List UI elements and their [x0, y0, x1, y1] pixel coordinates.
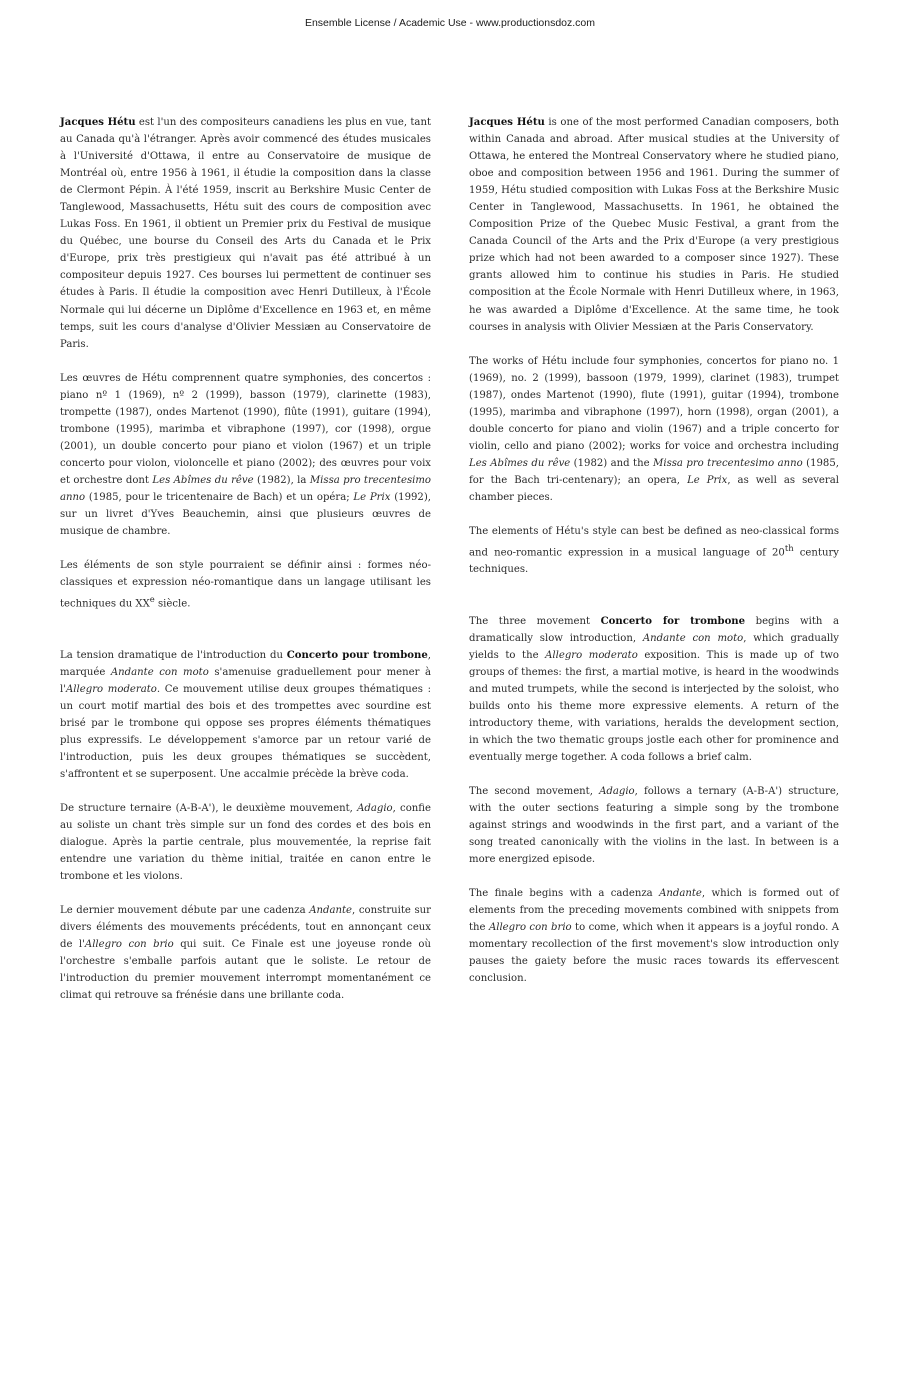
french-paragraph-biography: Jacques Hétu est l'un des compositeurs canadiens les plus en vue, tant au Canada qu'à l'étranger. Après avoir commencé des études musicales à l'Université d'Ottawa, il entre au Conservatoire de musique de Montréal où, entre 1956 à 1961, il étudie la composition dans la classe de Clermont Pépin. À l'été 1959, inscrit au Berkshire Music Center de Tanglewood, Massachusetts, Hétu suit des cours de composition avec Lukas Foss. En 1961, il obtient un Premier prix du Festival de musique du Québec, une bourse du Conseil des Arts du Canada et le Prix d'Europe, prix très prestigieux qui n'avait pas été attribué à un compositeur depuis 1927. Ces bourses lui permettent de continuer ses études à Paris. Il étudie la composition avec Henri Dutilleux, à l'École Normale qui lui décerne un Diplôme d'Excellence en 1963 et, en même temps, suit les cours d'analyse d'Olivier Messiæn au Conservatoire de Paris.	[60, 117, 432, 350]
french-paragraph-first-movement: La tension dramatique de l'introduction du Concerto pour trombone, marquée Andante con moto s'amenuise graduellement pour mener à l'Allegro moderato. Ce mouvement utilise deux groupes thématiques : un court motif martial des bois et des trompettes avec sourdine est brisé par le trombone qui oppose ses propres éléments thématiques plus expressifs. Le développement s'amorce par un retour varié de l'introduction, puis les deux groupes thématiques se succèdent, s'affrontent et se superposent. Une accalmie précède la brève coda.	[60, 649, 431, 780]
license-header: Ensemble License / Academic Use - www.productionsdoz.com	[304, 17, 596, 29]
composer-name: Jacques Hétu	[469, 117, 545, 128]
english-paragraph-biography: Jacques Hétu is one of the most performed Canadian composers, both within Canada and abroad. After musical studies at the University of Ottawa, he entered the Montreal Conservatory where he studied piano, oboe and composition between 1956 and 1961. During the summer of 1959, Hétu studied composition with Lukas Foss at the Berkshire Music Center in Tanglewood, Massachusetts. In 1961, he obtained the Composition Prize of the Quebec Music Festival, a grant from the Canada Council of the Arts and the Prix d'Europe (a very prestigious prize which had not been awarded to a composer since 1927). These grants allowed him to continue his studies in Paris. He studied composition at the École Normale with Henri Dutilleux where, in 1963, he was awarded a Diplôme d'Excellence. At the same time, he took courses in analysis with Olivier Messiæn at the Paris Conservatory.	[469, 117, 840, 333]
french-paragraph-works: Les œuvres de Hétu comprennent quatre symphonies, des concertos : piano nº 1 (1969), nº 2 (1999), basson (1979), clarinette (1983), trompette (1987), ondes Martenot (1990), flûte (1991), guitare (1994), trombone (1995), marimba et vibraphone (1997), cor (1998), orgue (2001), un double concerto pour piano et violon (1967) et un triple concerto pour violon, violoncelle et piano (2002); des œuvres pour voix et orchestre dont Les Abîmes du rêve (1982), la Missa pro trecentesimo anno (1985, pour le tricentenaire de Bach) et un opéra; Le Prix (1992), sur un livret d'Yves Beauchemin, ainsi que plusieurs œuvres de musique de chambre.	[60, 372, 431, 538]
french-paragraph-style: Les éléments de son style pourraient se définir ainsi : formes néo-classiques et expression néo-romantique dans un langage utilisant les techniques du XXe siècle.	[60, 560, 431, 610]
concerto-title: Concerto pour trombone	[286, 649, 428, 661]
concerto-title: Concerto for trombone	[600, 615, 746, 627]
french-paragraph-second-movement: De structure ternaire (A-B-A'), le deuxième mouvement, Adagio, confie au soliste un chant très simple sur un fond des cordes et des bois en dialogue. Après la partie centrale, plus mouvementée, la reprise fait entendre une variation du thème initial, traitée en canon entre le trombone et les violons.	[60, 803, 431, 883]
composer-name: Jacques Hétu	[60, 117, 136, 128]
english-paragraph-second-movement: The second movement, Adagio, follows a ternary (A-B-A') structure, with the outer sections featuring a simple song by the trombone against strings and woodwinds in the first part, and a variant of the song treated canonically with the violins in the last. In between is a more energized episode.	[469, 785, 840, 866]
french-column	[60, 114, 431, 1022]
english-column	[469, 114, 839, 1004]
english-paragraph-finale: The finale begins with a cadenza Andante, which is formed out of elements from the preceding movements combined with snippets from the Allegro con brio to come, which when it appears is a joyful rondo. A momentary recollection of the first movement's slow introduction only pauses the gaiety before the music races towards its effervescent conclusion.	[469, 888, 840, 985]
french-paragraph-finale: Le dernier mouvement débute par une cadenza Andante, construite sur divers éléments des mouvements précédents, tout en annonçant ceux de l'Allegro con brio qui suit. Ce Finale est une joyeuse ronde où l'orchestre s'emballe parfois autant que le soliste. Le retour de l'introduction du premier mouvement interrompt momentanément ce climat qui retrouve sa frénésie dans une brillante coda.	[60, 905, 432, 1002]
english-paragraph-first-movement: The three movement Concerto for trombone begins with a dramatically slow introduction, Andante con moto, which gradually yields to the Allegro moderato exposition. This is made up of two groups of themes: the first, a martial motive, is heard in the woodwinds and muted trumpets, while the second is interjected by the soloist, who builds onto his theme more expressive elements. A return of the introductory theme, with variations, heralds the development section, in which the two thematic groups jostle each other for prominence and eventually merge together. A coda follows a brief calm.	[469, 615, 840, 763]
english-paragraph-style: The elements of Hétu's style can best be defined as neo-classical forms and neo-romantic expression in a musical language of 20th century techniques.	[469, 526, 839, 576]
english-paragraph-works: The works of Hétu include four symphonies, concertos for piano no. 1 (1969), no. 2 (1999), bassoon (1979, 1999), clarinet (1983), trumpet (1987), ondes Martenot (1990), flute (1991), guitar (1994), trombone (1995), marimba and vibraphone (1997), horn (1998), organ (2001), a double concerto for piano and violin (1967) and a triple concerto for violin, cello and piano (2002); works for voice and orchestra including Les Abîmes du rêve (1982) and the Missa pro trecentesimo anno (1985, for the Bach tri-centenary); an opera, Le Prix, as well as several chamber pieces.	[469, 355, 839, 503]
